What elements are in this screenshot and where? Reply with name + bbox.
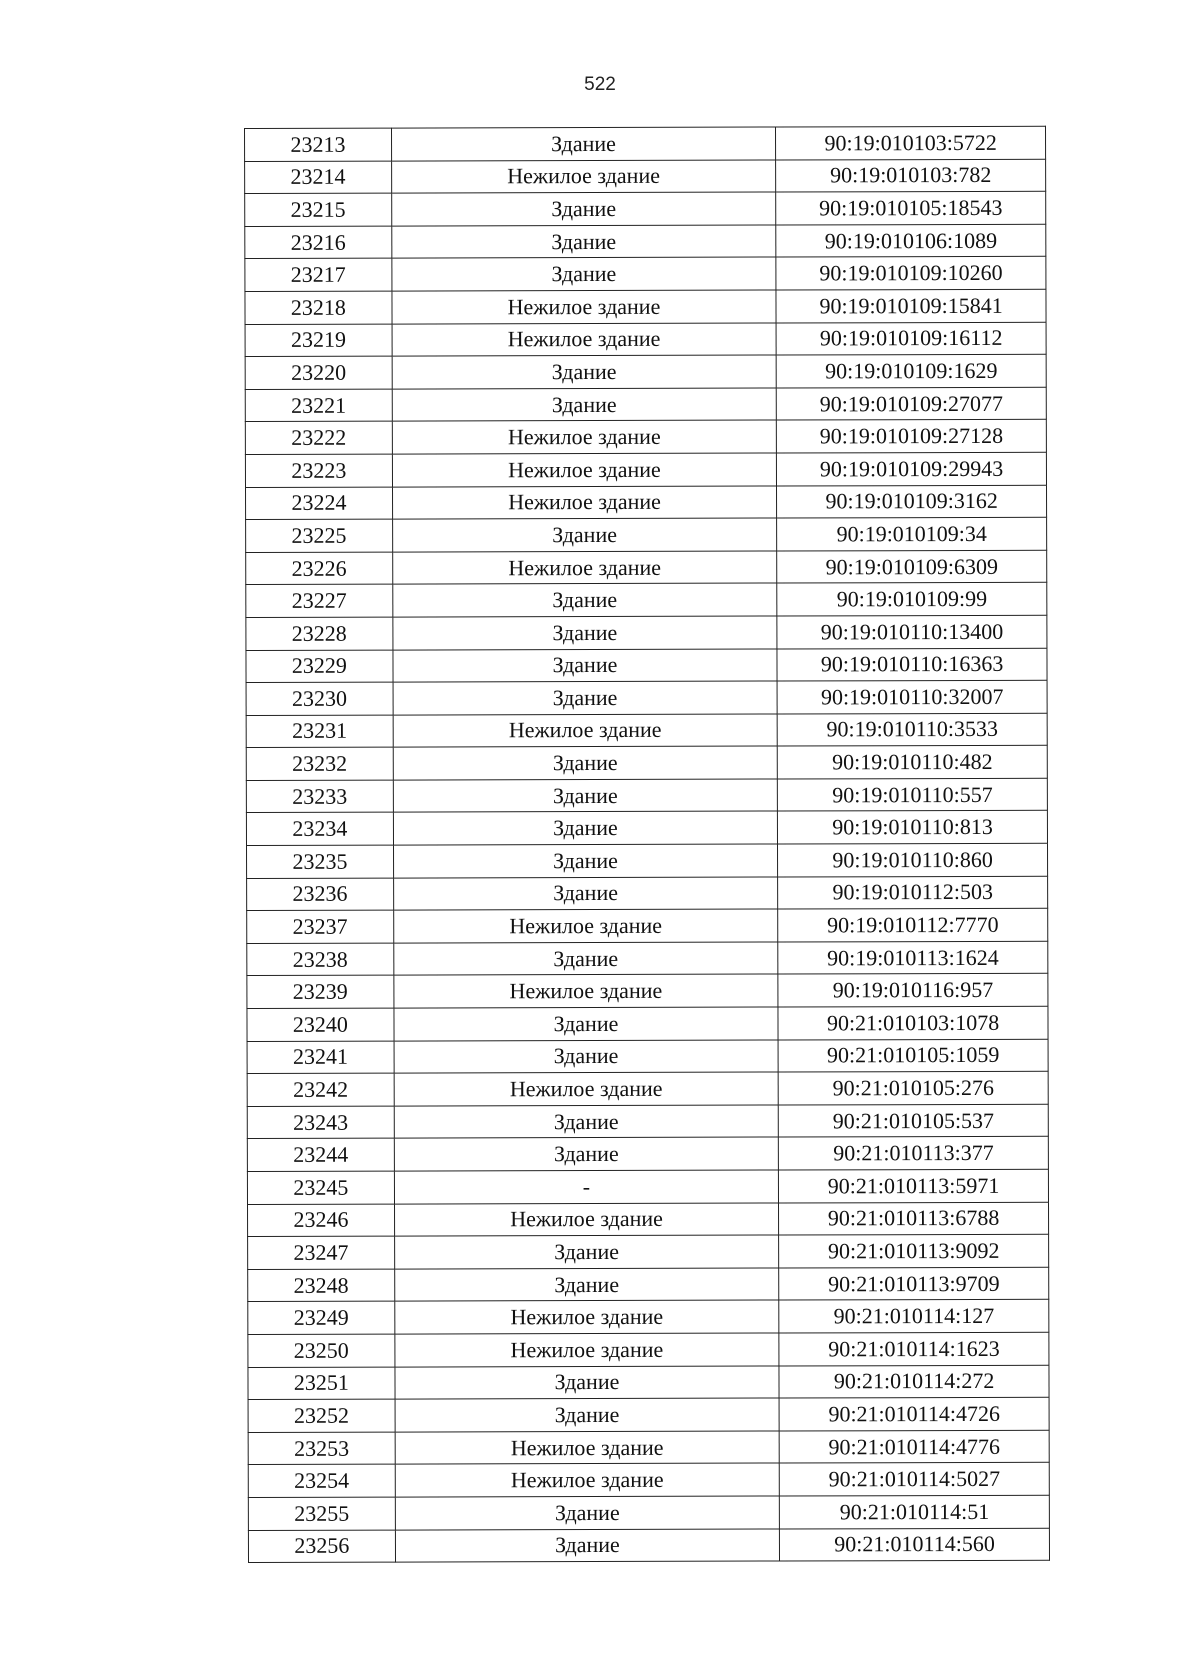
table-row <box>245 387 1046 422</box>
object-type-cell: Здание <box>391 192 776 226</box>
object-type-cell: Здание <box>394 1137 779 1171</box>
cadastral-number-cell: 90:21:010114:5027 <box>779 1463 1049 1496</box>
table-row <box>248 1397 1049 1432</box>
object-type-cell: Здание <box>392 355 777 389</box>
registry-table-body <box>245 126 1050 1562</box>
object-type-cell: Здание <box>391 127 776 161</box>
table-row <box>245 224 1046 259</box>
table-row <box>245 257 1046 292</box>
table-row <box>245 126 1046 161</box>
row-number-cell: 23223 <box>245 454 392 487</box>
row-number-cell: 23243 <box>247 1106 394 1139</box>
object-type-cell: Нежилое здание <box>394 974 779 1008</box>
row-number-cell: 23229 <box>246 650 393 683</box>
object-type-cell: Нежилое здание <box>395 1463 780 1497</box>
cadastral-number-cell: 90:21:010105:1059 <box>778 1039 1048 1072</box>
row-number-cell: 23224 <box>246 487 393 520</box>
registry-table <box>244 126 1050 1563</box>
cadastral-number-cell: 90:19:010109:10260 <box>776 257 1046 290</box>
cadastral-number-cell: 90:21:010105:537 <box>778 1104 1048 1137</box>
object-type-cell: Нежилое здание <box>395 1431 780 1465</box>
table-row <box>247 843 1048 878</box>
table-row <box>247 1169 1048 1204</box>
table-row <box>246 746 1047 781</box>
table-row <box>245 191 1046 226</box>
object-type-cell: Здание <box>392 518 777 552</box>
cadastral-number-cell: 90:21:010113:5971 <box>779 1169 1049 1202</box>
row-number-cell: 23239 <box>247 976 394 1009</box>
table-row <box>248 1528 1049 1563</box>
table-row <box>247 1104 1048 1139</box>
cadastral-number-cell: 90:21:010114:272 <box>779 1365 1049 1398</box>
table-row <box>248 1300 1049 1335</box>
object-type-cell: Здание <box>395 1398 780 1432</box>
cadastral-number-cell: 90:19:010110:557 <box>778 778 1048 811</box>
table-row <box>247 876 1048 911</box>
row-number-cell: 23252 <box>248 1399 395 1432</box>
cadastral-number-cell: 90:19:010112:503 <box>778 876 1048 909</box>
object-type-cell: Здание <box>393 877 778 911</box>
cadastral-number-cell: 90:19:010110:860 <box>778 843 1048 876</box>
cadastral-number-cell: 90:19:010109:27077 <box>776 387 1046 420</box>
cadastral-number-cell: 90:19:010110:32007 <box>777 680 1047 713</box>
cadastral-number-cell: 90:19:010112:7770 <box>778 909 1048 942</box>
cadastral-number-cell: 90:19:010109:16112 <box>776 322 1046 355</box>
cadastral-number-cell: 90:19:010103:5722 <box>776 126 1046 159</box>
table-row <box>248 1463 1049 1498</box>
table-row <box>245 289 1046 324</box>
cadastral-number-cell: 90:19:010109:99 <box>777 583 1047 616</box>
cadastral-number-cell: 90:21:010114:51 <box>780 1495 1050 1528</box>
table-row <box>248 1234 1049 1269</box>
object-type-cell: Здание <box>392 388 777 422</box>
object-type-cell: Нежилое здание <box>392 453 777 487</box>
object-type-cell: Здание <box>392 225 777 259</box>
object-type-cell: Нежилое здание <box>394 1203 779 1237</box>
table-row <box>245 322 1046 357</box>
object-type-cell: Здание <box>395 1529 780 1563</box>
object-type-cell: Здание <box>393 779 778 813</box>
object-type-cell: Здание <box>394 1105 779 1139</box>
cadastral-number-cell: 90:19:010110:813 <box>778 811 1048 844</box>
table-row <box>248 1267 1049 1302</box>
table-row <box>248 1495 1049 1530</box>
object-type-cell: Здание <box>393 681 778 715</box>
row-number-cell: 23215 <box>245 193 392 226</box>
cadastral-number-cell: 90:21:010114:1623 <box>779 1332 1049 1365</box>
cadastral-number-cell: 90:19:010103:782 <box>776 159 1046 192</box>
cadastral-number-cell: 90:19:010109:27128 <box>777 420 1047 453</box>
cadastral-number-cell: 90:19:010110:482 <box>777 746 1047 779</box>
object-type-cell: Здание <box>393 583 778 617</box>
row-number-cell: 23237 <box>247 910 394 943</box>
cadastral-number-cell: 90:19:010110:16363 <box>777 648 1047 681</box>
object-type-cell: Нежилое здание <box>393 714 778 748</box>
row-number-cell: 23249 <box>248 1301 395 1334</box>
cadastral-number-cell: 90:19:010106:1089 <box>776 224 1046 257</box>
cadastral-number-cell: 90:19:010110:3533 <box>777 713 1047 746</box>
object-type-cell: Здание <box>394 1007 779 1041</box>
row-number-cell: 23234 <box>246 813 393 846</box>
table-row <box>247 941 1048 976</box>
object-type-cell: Нежилое здание <box>392 290 777 324</box>
table-row <box>247 974 1048 1009</box>
table-row <box>246 778 1047 813</box>
table-row <box>246 811 1047 846</box>
object-type-cell: Нежилое здание <box>395 1333 780 1367</box>
table-row <box>246 550 1047 585</box>
table-row <box>246 583 1047 618</box>
object-type-cell: Здание <box>394 942 779 976</box>
row-number-cell: 23226 <box>246 552 393 585</box>
cadastral-number-cell: 90:19:010113:1624 <box>778 941 1048 974</box>
object-type-cell: Здание <box>393 649 778 683</box>
object-type-cell: Здание <box>395 1366 780 1400</box>
table-row <box>247 1071 1048 1106</box>
table-row <box>246 648 1047 683</box>
row-number-cell: 23219 <box>245 324 392 357</box>
cadastral-number-cell: 90:21:010113:6788 <box>779 1202 1049 1235</box>
cadastral-number-cell: 90:21:010113:9092 <box>779 1234 1049 1267</box>
table-row <box>248 1332 1049 1367</box>
row-number-cell: 23240 <box>247 1008 394 1041</box>
cadastral-number-cell: 90:19:010109:1629 <box>776 354 1046 387</box>
object-type-cell: Нежилое здание <box>393 909 778 943</box>
table-row <box>247 1006 1048 1041</box>
cadastral-number-cell: 90:19:010109:34 <box>777 517 1047 550</box>
object-type-cell: Здание <box>393 844 778 878</box>
cadastral-number-cell: 90:19:010105:18543 <box>776 191 1046 224</box>
object-type-cell: Здание <box>393 616 778 650</box>
row-number-cell: 23216 <box>245 226 392 259</box>
row-number-cell: 23256 <box>248 1530 395 1563</box>
object-type-cell: Здание <box>394 1040 779 1074</box>
row-number-cell: 23247 <box>248 1236 395 1269</box>
cadastral-number-cell: 90:19:010110:13400 <box>777 615 1047 648</box>
object-type-cell: Нежилое здание <box>392 486 777 520</box>
table-row <box>245 420 1046 455</box>
table-row <box>246 615 1047 650</box>
row-number-cell: 23254 <box>248 1464 395 1497</box>
object-type-cell: Здание <box>394 1268 779 1302</box>
cadastral-number-cell: 90:21:010105:276 <box>778 1071 1048 1104</box>
row-number-cell: 23250 <box>248 1334 395 1367</box>
cadastral-number-cell: 90:19:010109:6309 <box>777 550 1047 583</box>
row-number-cell: 23214 <box>245 161 392 194</box>
row-number-cell: 23242 <box>247 1073 394 1106</box>
object-type-cell: Здание <box>394 1235 779 1269</box>
table-row <box>246 485 1047 520</box>
cadastral-number-cell: 90:19:010116:957 <box>778 974 1048 1007</box>
row-number-cell: 23221 <box>245 389 392 422</box>
row-number-cell: 23236 <box>247 878 394 911</box>
row-number-cell: 23231 <box>246 715 393 748</box>
row-number-cell: 23245 <box>247 1171 394 1204</box>
row-number-cell: 23238 <box>247 943 394 976</box>
row-number-cell: 23228 <box>246 617 393 650</box>
cadastral-number-cell: 90:21:010114:4776 <box>779 1430 1049 1463</box>
table-row <box>248 1430 1049 1465</box>
cadastral-number-cell: 90:19:010109:15841 <box>776 289 1046 322</box>
table-row <box>247 1039 1048 1074</box>
table-row <box>246 713 1047 748</box>
row-number-cell: 23218 <box>245 291 392 324</box>
object-type-cell: Нежилое здание <box>395 1300 780 1334</box>
row-number-cell: 23225 <box>246 519 393 552</box>
object-type-cell: Нежилое здание <box>391 160 776 194</box>
table-row <box>248 1365 1049 1400</box>
object-type-cell: Нежилое здание <box>392 420 777 454</box>
table-row <box>248 1202 1049 1237</box>
row-number-cell: 23217 <box>245 258 392 291</box>
row-number-cell: 23235 <box>247 845 394 878</box>
object-type-cell: Здание <box>395 1496 780 1530</box>
row-number-cell: 23233 <box>246 780 393 813</box>
row-number-cell: 23253 <box>248 1432 395 1465</box>
cadastral-number-cell: 90:21:010114:127 <box>779 1300 1049 1333</box>
row-number-cell: 23222 <box>245 421 392 454</box>
row-number-cell: 23213 <box>245 128 392 161</box>
cadastral-number-cell: 90:19:010109:29943 <box>777 452 1047 485</box>
object-type-cell: Нежилое здание <box>392 323 777 357</box>
object-type-cell: Здание <box>393 811 778 845</box>
row-number-cell: 23232 <box>246 747 393 780</box>
row-number-cell: 23241 <box>247 1041 394 1074</box>
cadastral-number-cell: 90:19:010109:3162 <box>777 485 1047 518</box>
row-number-cell: 23244 <box>247 1138 394 1171</box>
table-row <box>245 354 1046 389</box>
row-number-cell: 23248 <box>248 1269 395 1302</box>
object-type-cell: - <box>394 1170 779 1204</box>
object-type-cell: Нежилое здание <box>394 1072 779 1106</box>
row-number-cell: 23220 <box>245 356 392 389</box>
table-row <box>246 517 1047 552</box>
page-number: 522 <box>584 74 616 95</box>
row-number-cell: 23227 <box>246 584 393 617</box>
cadastral-number-cell: 90:21:010113:9709 <box>779 1267 1049 1300</box>
row-number-cell: 23251 <box>248 1367 395 1400</box>
row-number-cell: 23255 <box>248 1497 395 1530</box>
row-number-cell: 23230 <box>246 682 393 715</box>
object-type-cell: Нежилое здание <box>392 551 777 585</box>
table-row <box>247 909 1048 944</box>
object-type-cell: Здание <box>393 746 778 780</box>
object-type-cell: Здание <box>392 257 777 291</box>
row-number-cell: 23246 <box>248 1204 395 1237</box>
cadastral-number-cell: 90:21:010103:1078 <box>778 1006 1048 1039</box>
table-row <box>245 159 1046 194</box>
cadastral-number-cell: 90:21:010113:377 <box>779 1137 1049 1170</box>
table-row <box>246 680 1047 715</box>
table-row <box>245 452 1046 487</box>
cadastral-number-cell: 90:21:010114:560 <box>780 1528 1050 1561</box>
cadastral-number-cell: 90:21:010114:4726 <box>779 1397 1049 1430</box>
table-row <box>247 1137 1048 1172</box>
